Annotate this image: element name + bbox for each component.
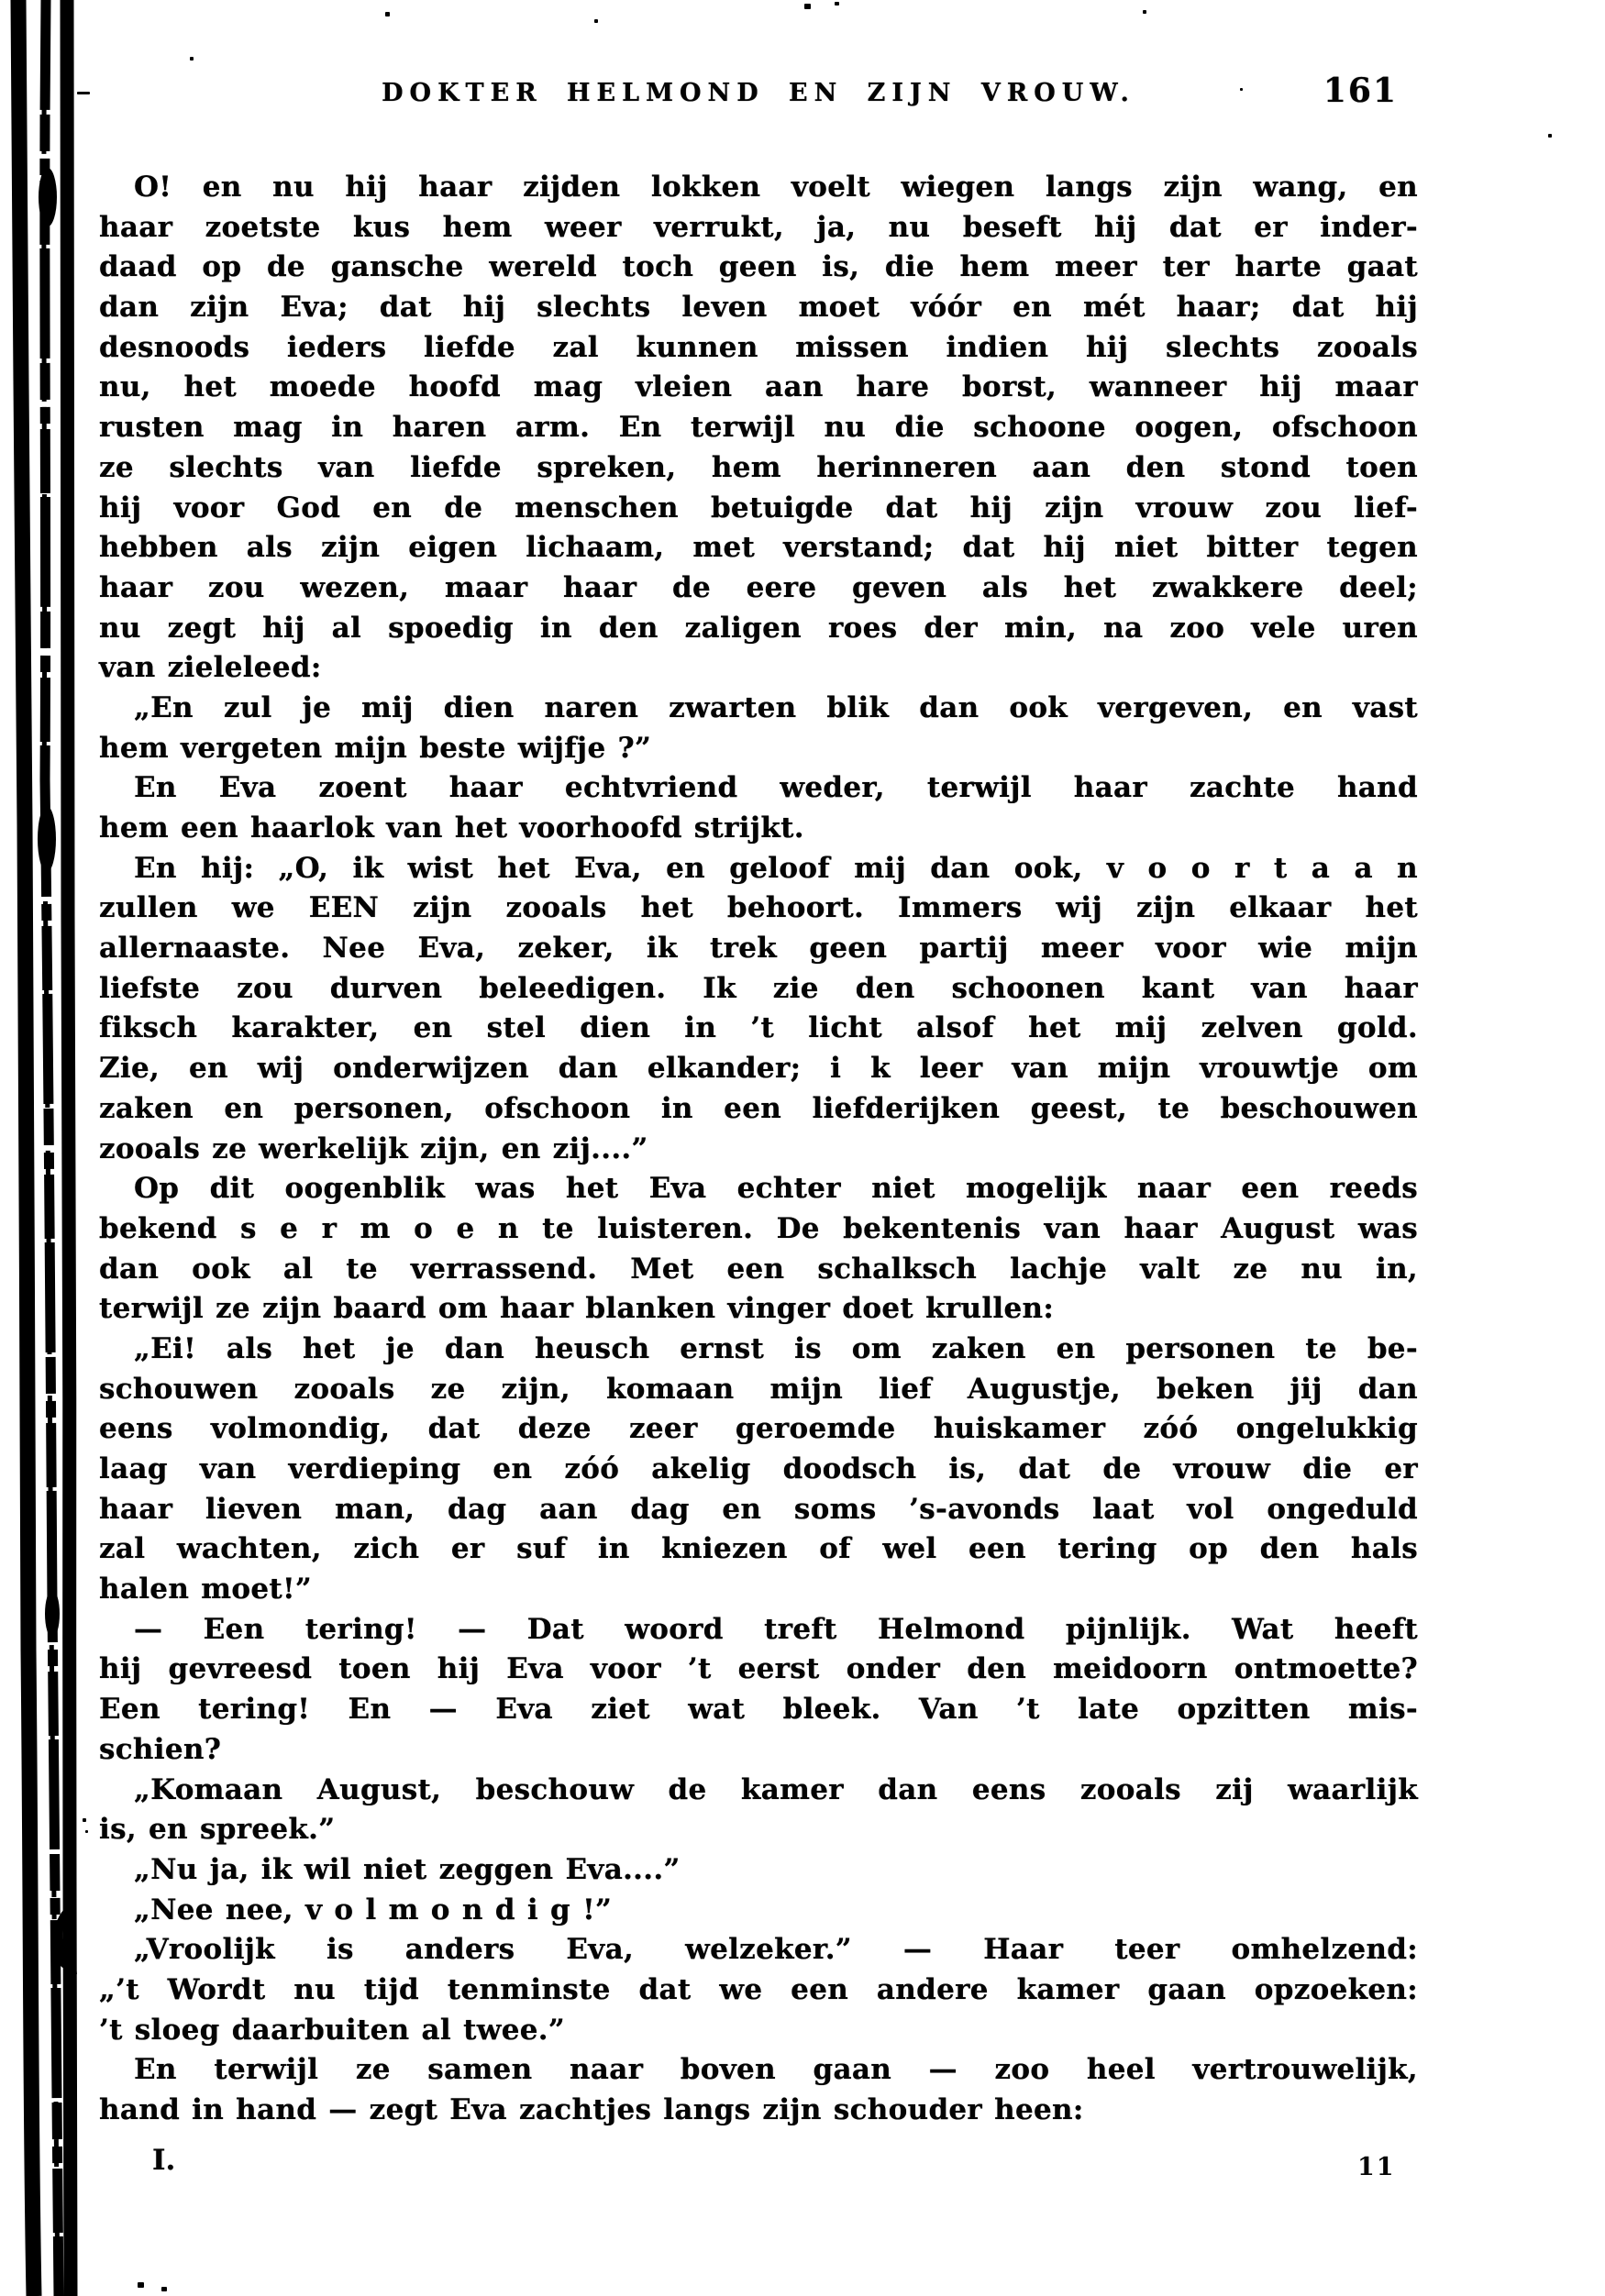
text-line: laag van verdieping en zóó akelig doodsch is, dat de vrouw die er — [99, 1452, 1418, 1485]
text-block — [99, 0, 1418, 2296]
text-line: hem vergeten mijn beste wijfje ?” — [99, 731, 652, 765]
text-line: En hij: „O, ik wist het Eva, en geloof mij dan ook, v o o r t a a n — [134, 851, 1418, 885]
text-line: zal wachten, zich er suf in kniezen of wel een tering op den hals — [99, 1532, 1418, 1566]
text-line: desnoods ieders liefde zal kunnen missen indien hij slechts zooals — [99, 330, 1418, 364]
text-line: O! en nu hij haar zijden lokken voelt wiegen langs zijn wang, en — [134, 171, 1418, 204]
ink-speck — [85, 1830, 88, 1833]
text-line: hij gevreesd toen hij Eva voor ’t eerst onder den meidoorn ontmoette? — [99, 1652, 1418, 1686]
text-line: nu zegt hij al spoedig in den zaligen roes der min, na zoo vele uren — [99, 611, 1418, 645]
text-line: „Nu ja, ik wil niet zeggen Eva....” — [134, 1852, 681, 1886]
text-line: haar lieven man, dag aan dag en soms ’s-avonds laat vol ongeduld — [99, 1492, 1418, 1526]
text-line: fiksch karakter, en stel dien in ’t licht alsof het mij zelven gold. — [99, 1011, 1418, 1045]
ink-speck — [77, 92, 90, 94]
text-line: ze slechts van liefde spreken, hem herinneren aan den stond toen — [99, 450, 1418, 484]
text-line: haar zoetste kus hem weer verrukt, ja, nu beseft hij dat er inder- — [99, 210, 1418, 244]
text-line: En Eva zoent haar echtvriend weder, terwijl haar zachte hand — [134, 771, 1418, 805]
page-body-text — [99, 168, 1418, 2131]
scan-artifact-paren: ( — [39, 1898, 82, 1983]
text-line: schien? — [99, 1732, 222, 1766]
page-number: 161 — [1323, 72, 1398, 110]
text-line: dan ook al te verrassend. Met een schalksch lachje valt ze nu in, — [99, 1252, 1418, 1286]
text-line: nu, het moede hoofd mag vleien aan hare borst, wanneer hij maar — [99, 370, 1418, 404]
text-line: liefste zou durven beleedigen. Ik zie den schoonen kant van haar — [99, 971, 1418, 1005]
text-line: „Nee nee, v o l m o n d i g !” — [134, 1893, 613, 1926]
text-line: daad op de gansche wereld toch geen is, die hem meer ter harte gaat — [99, 250, 1418, 284]
text-line: — Een tering! — Dat woord treft Helmond pijnlijk. Wat heeft — [134, 1612, 1418, 1646]
text-line: „Komaan August, beschouw de kamer dan eens zooals zij waarlijk — [134, 1772, 1418, 1806]
text-line: halen moet!” — [99, 1573, 313, 1606]
text-line: En terwijl ze samen naar boven gaan — zoo heel vertrouwelijk, — [134, 2053, 1418, 2087]
text-line: rusten mag in haren arm. En terwijl nu die schoone oogen, ofschoon — [99, 411, 1418, 445]
text-line: terwijl ze zijn baard om haar blanken vinger doet krullen: — [99, 1292, 1055, 1326]
text-line: Op dit oogenblik was het Eva echter niet mogelijk naar een reeds — [134, 1172, 1418, 1206]
text-line: ’t sloeg daarbuiten al twee.” — [99, 2013, 565, 2047]
text-line: „Ei! als het je dan heusch ernst is om zaken en personen te be- — [134, 1331, 1418, 1365]
text-line: van zieleleed: — [99, 651, 322, 685]
text-line: zaken en personen, ofschoon in een liefderijken geest, te beschouwen — [99, 1091, 1418, 1125]
text-line: is, en spreek.” — [99, 1813, 336, 1847]
ink-speck — [1548, 134, 1552, 138]
text-line: hand in hand — zegt Eva zachtjes langs zijn schouder heen: — [99, 2093, 1084, 2126]
text-line: zooals ze werkelijk zijn, en zij....” — [99, 1131, 648, 1165]
page-footer — [99, 2144, 1418, 2190]
text-line: hij voor God en de menschen betuigde dat hij zijn vrouw zou lief- — [99, 491, 1418, 524]
text-line: dan zijn Eva; dat hij slechts leven moet vóór en mét haar; dat hij — [99, 291, 1418, 325]
text-line: „’t Wordt nu tijd tenminste dat we een andere kamer gaan opzoeken: — [99, 1972, 1418, 2006]
text-line: bekend s e r m o e n te luisteren. De bekentenis van haar August was — [99, 1211, 1418, 1245]
ink-speck — [83, 1818, 86, 1822]
text-line: schouwen zooals ze zijn, komaan mijn lief Augustje, beken jij dan — [99, 1372, 1418, 1406]
text-line: haar zou wezen, maar haar de eere geven als het zwakkere deel; — [99, 570, 1418, 604]
text-line: „Vroolijk is anders Eva, welzeker.” — Haar teer omhelzend: — [134, 1933, 1418, 1967]
text-line: allernaaste. Nee Eva, zeker, ik trek geen partij meer voor wie mijn — [99, 932, 1418, 966]
text-line: „En zul je mij dien naren zwarten blik dan ook vergeven, en vast — [134, 690, 1418, 724]
running-header — [99, 72, 1418, 123]
text-line: hebben als zijn eigen lichaam, met verstand; dat hij niet bitter tegen — [99, 531, 1418, 565]
signature-mark: 11 — [1357, 2153, 1396, 2181]
text-line: Een tering! En — Eva ziet wat bleek. Van ’t late opzitten mis- — [99, 1693, 1418, 1727]
volume-mark: I. — [152, 2144, 176, 2177]
running-header-title: DOKTER HELMOND EN ZIJN VROUW. — [382, 79, 1135, 107]
text-line: hem een haarlok van het voorhoofd strijkt. — [99, 811, 804, 844]
text-line: Zie, en wij onderwijzen dan elkander; i k leer van mijn vrouwtje om — [99, 1052, 1418, 1086]
text-line: eens volmondig, dat deze zeer geroemde huiskamer zóó ongelukkig — [99, 1412, 1418, 1446]
text-line: zullen we EEN zijn zooals het behoort. Immers wij zijn elkaar het — [99, 891, 1418, 925]
